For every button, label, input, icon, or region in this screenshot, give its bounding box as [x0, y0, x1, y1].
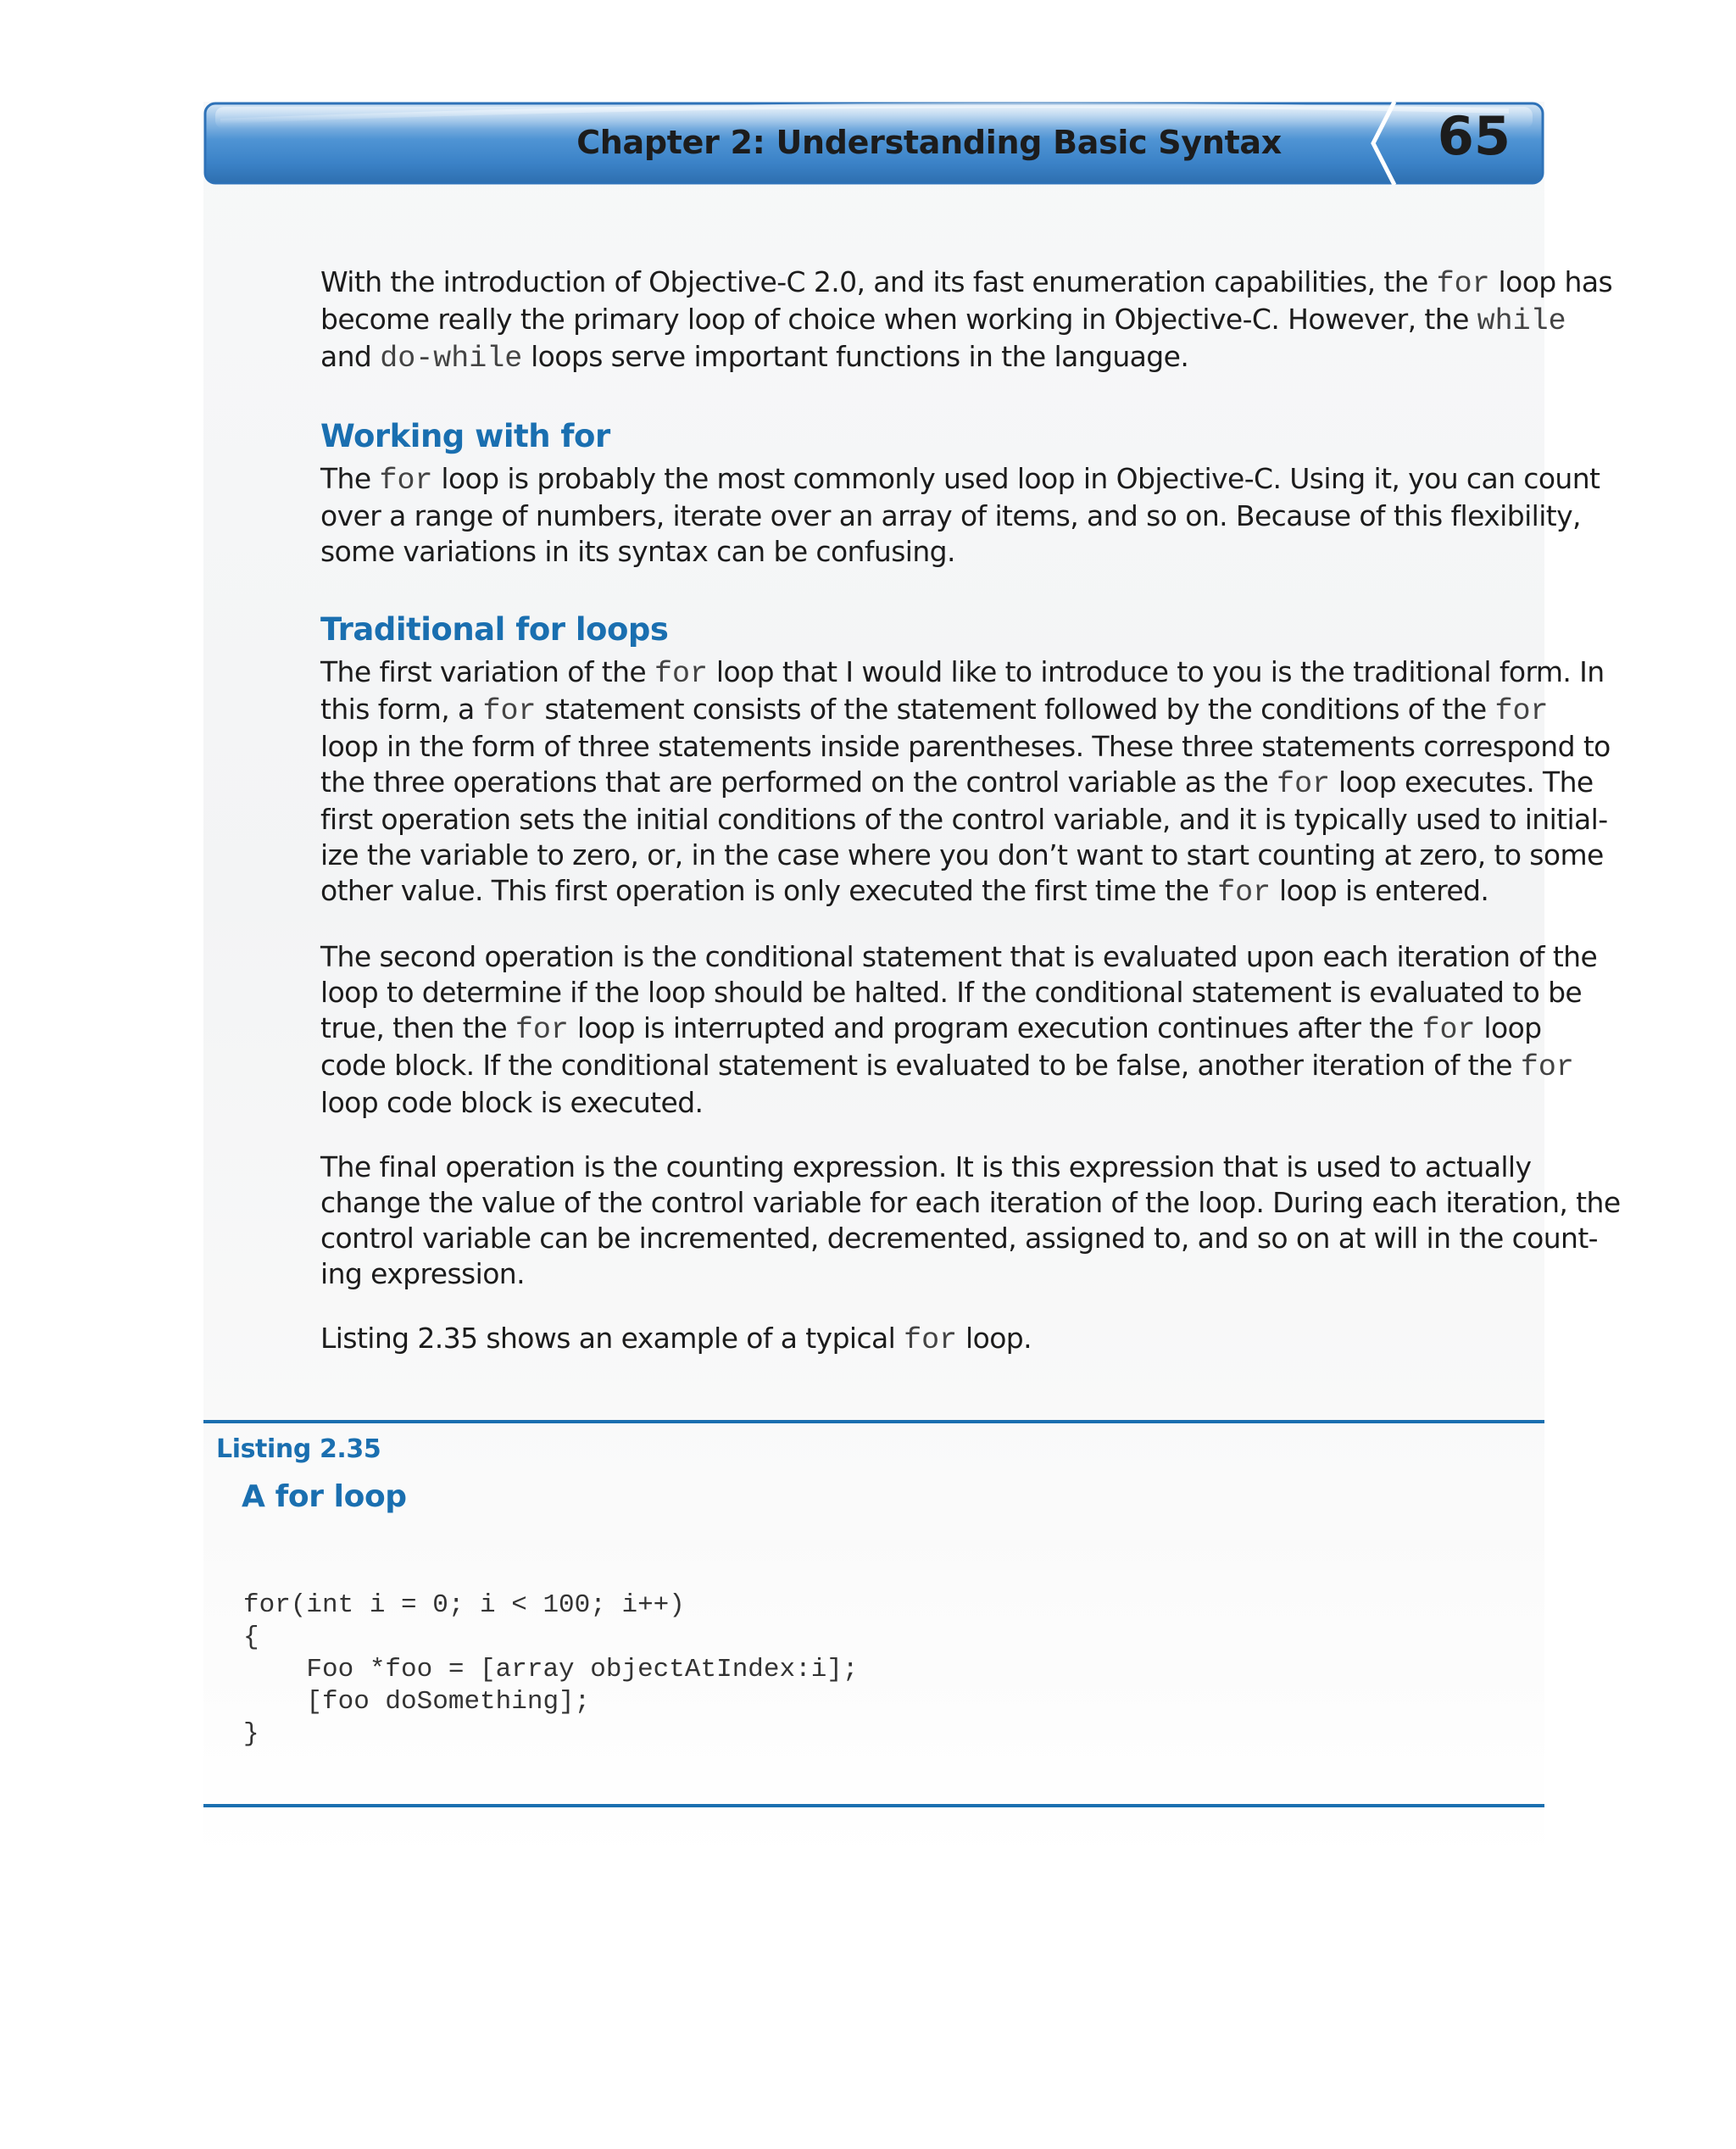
chapter-header	[203, 102, 1544, 185]
body-text: other value. This first operation is only executed the first time the	[320, 874, 1218, 907]
body-text: Listing 2.35 shows an example of a typical	[320, 1322, 904, 1355]
inline-code: for	[379, 464, 433, 498]
traditional-paragraph-3	[320, 1150, 1621, 1292]
listing-top-rule	[203, 1420, 1544, 1423]
body-text: over a range of numbers, iterate over an array of items, and so on. Because of this flexibility,	[320, 499, 1581, 532]
body-text: change the value of the control variable for each iteration of the loop. During each iteration, the	[320, 1186, 1621, 1219]
body-text: loop is entered.	[1271, 874, 1489, 907]
body-text: ing expression.	[320, 1257, 526, 1290]
inline-code: for	[515, 1013, 569, 1047]
code-listing	[243, 1589, 859, 1751]
code-line: }	[243, 1719, 259, 1749]
body-text: loop to determine if the loop should be halted. If the conditional statement is evaluated to be	[320, 976, 1583, 1009]
body-text: first operation sets the initial conditions of the control variable, and it is typically used to initial-	[320, 803, 1608, 836]
body-text: true, then the	[320, 1011, 515, 1044]
body-text: The first variation of the	[320, 655, 654, 688]
body-text: The	[320, 462, 380, 495]
body-text: loop	[1475, 1011, 1542, 1044]
inline-code: do-while	[380, 342, 523, 376]
body-text: ize the variable to zero, or, in the case where you don’t want to start counting at zero, to some	[320, 838, 1604, 871]
listing-label: Listing 2.35	[216, 1434, 381, 1464]
body-text: control variable can be incremented, decremented, assigned to, and so on at will in the count-	[320, 1222, 1598, 1255]
body-text: loop is interrupted and program execution continues after the	[568, 1011, 1422, 1044]
inline-code: for	[654, 657, 709, 691]
listing-title: A for loop	[242, 1479, 407, 1514]
intro-text: loop has	[1489, 265, 1613, 298]
body-text: loop.	[957, 1322, 1032, 1355]
section-heading-traditional-for-loops: Traditional for loops	[320, 611, 669, 648]
inline-code: for	[482, 694, 537, 728]
body-text: loop code block is executed.	[320, 1086, 704, 1119]
traditional-paragraph-4	[320, 1321, 1550, 1358]
traditional-paragraph-2	[320, 939, 1598, 1121]
inline-code: for	[1217, 876, 1271, 910]
intro-paragraph	[320, 264, 1613, 376]
section-heading-working-with-for: Working with for	[320, 418, 610, 454]
body-text: this form, a	[320, 693, 483, 726]
body-text: loop in the form of three statements inside parentheses. These three statements correspond to	[320, 730, 1611, 763]
code-line: [foo doSomething];	[243, 1687, 591, 1717]
inline-code: for	[1436, 267, 1490, 301]
listing-bottom-rule	[203, 1804, 1544, 1807]
body-text: code block. If the conditional statement is evaluated to be false, another iteration of the	[320, 1049, 1521, 1082]
inline-code: for	[1277, 767, 1331, 801]
body-text: the three operations that are performed on the control variable as the	[320, 766, 1277, 799]
intro-text: become really the primary loop of choice when working in Objective-C. However, the	[320, 303, 1477, 336]
inline-code: for	[1422, 1013, 1476, 1047]
body-text: loop is probably the most commonly used loop in Objective-C. Using it, you can count	[432, 462, 1600, 495]
intro-text: loops serve important functions in the language.	[522, 340, 1189, 373]
code-line: Foo *foo = [array objectAtIndex:i];	[243, 1655, 859, 1684]
inline-code: while	[1477, 304, 1566, 338]
inline-code: for	[1494, 694, 1549, 728]
intro-text: and	[320, 340, 381, 373]
inline-code: for	[904, 1323, 958, 1357]
traditional-paragraph-1	[320, 654, 1611, 910]
code-line: {	[243, 1623, 259, 1652]
body-text: some variations in its syntax can be confusing.	[320, 535, 955, 568]
body-text: The final operation is the counting expression. It is this expression that is used to actually	[320, 1150, 1532, 1183]
working-paragraph	[320, 461, 1600, 570]
intro-text: With the introduction of Objective-C 2.0, and its fast enumeration capabilities, the	[320, 265, 1437, 298]
body-text: statement consists of the statement followed by the conditions of the	[536, 693, 1495, 726]
page-number: 65	[1437, 105, 1511, 167]
body-text: loop executes. The	[1330, 766, 1594, 799]
body-text: The second operation is the conditional statement that is evaluated upon each iteration of the	[320, 940, 1598, 973]
chapter-title: Chapter 2: Understanding Basic Syntax	[576, 124, 1282, 161]
main-content	[320, 264, 1621, 1387]
inline-code: for	[1520, 1050, 1574, 1084]
code-line: for(int i = 0; i < 100; i++)	[243, 1590, 685, 1620]
body-text: loop that I would like to introduce to you is the traditional form. In	[708, 655, 1605, 688]
